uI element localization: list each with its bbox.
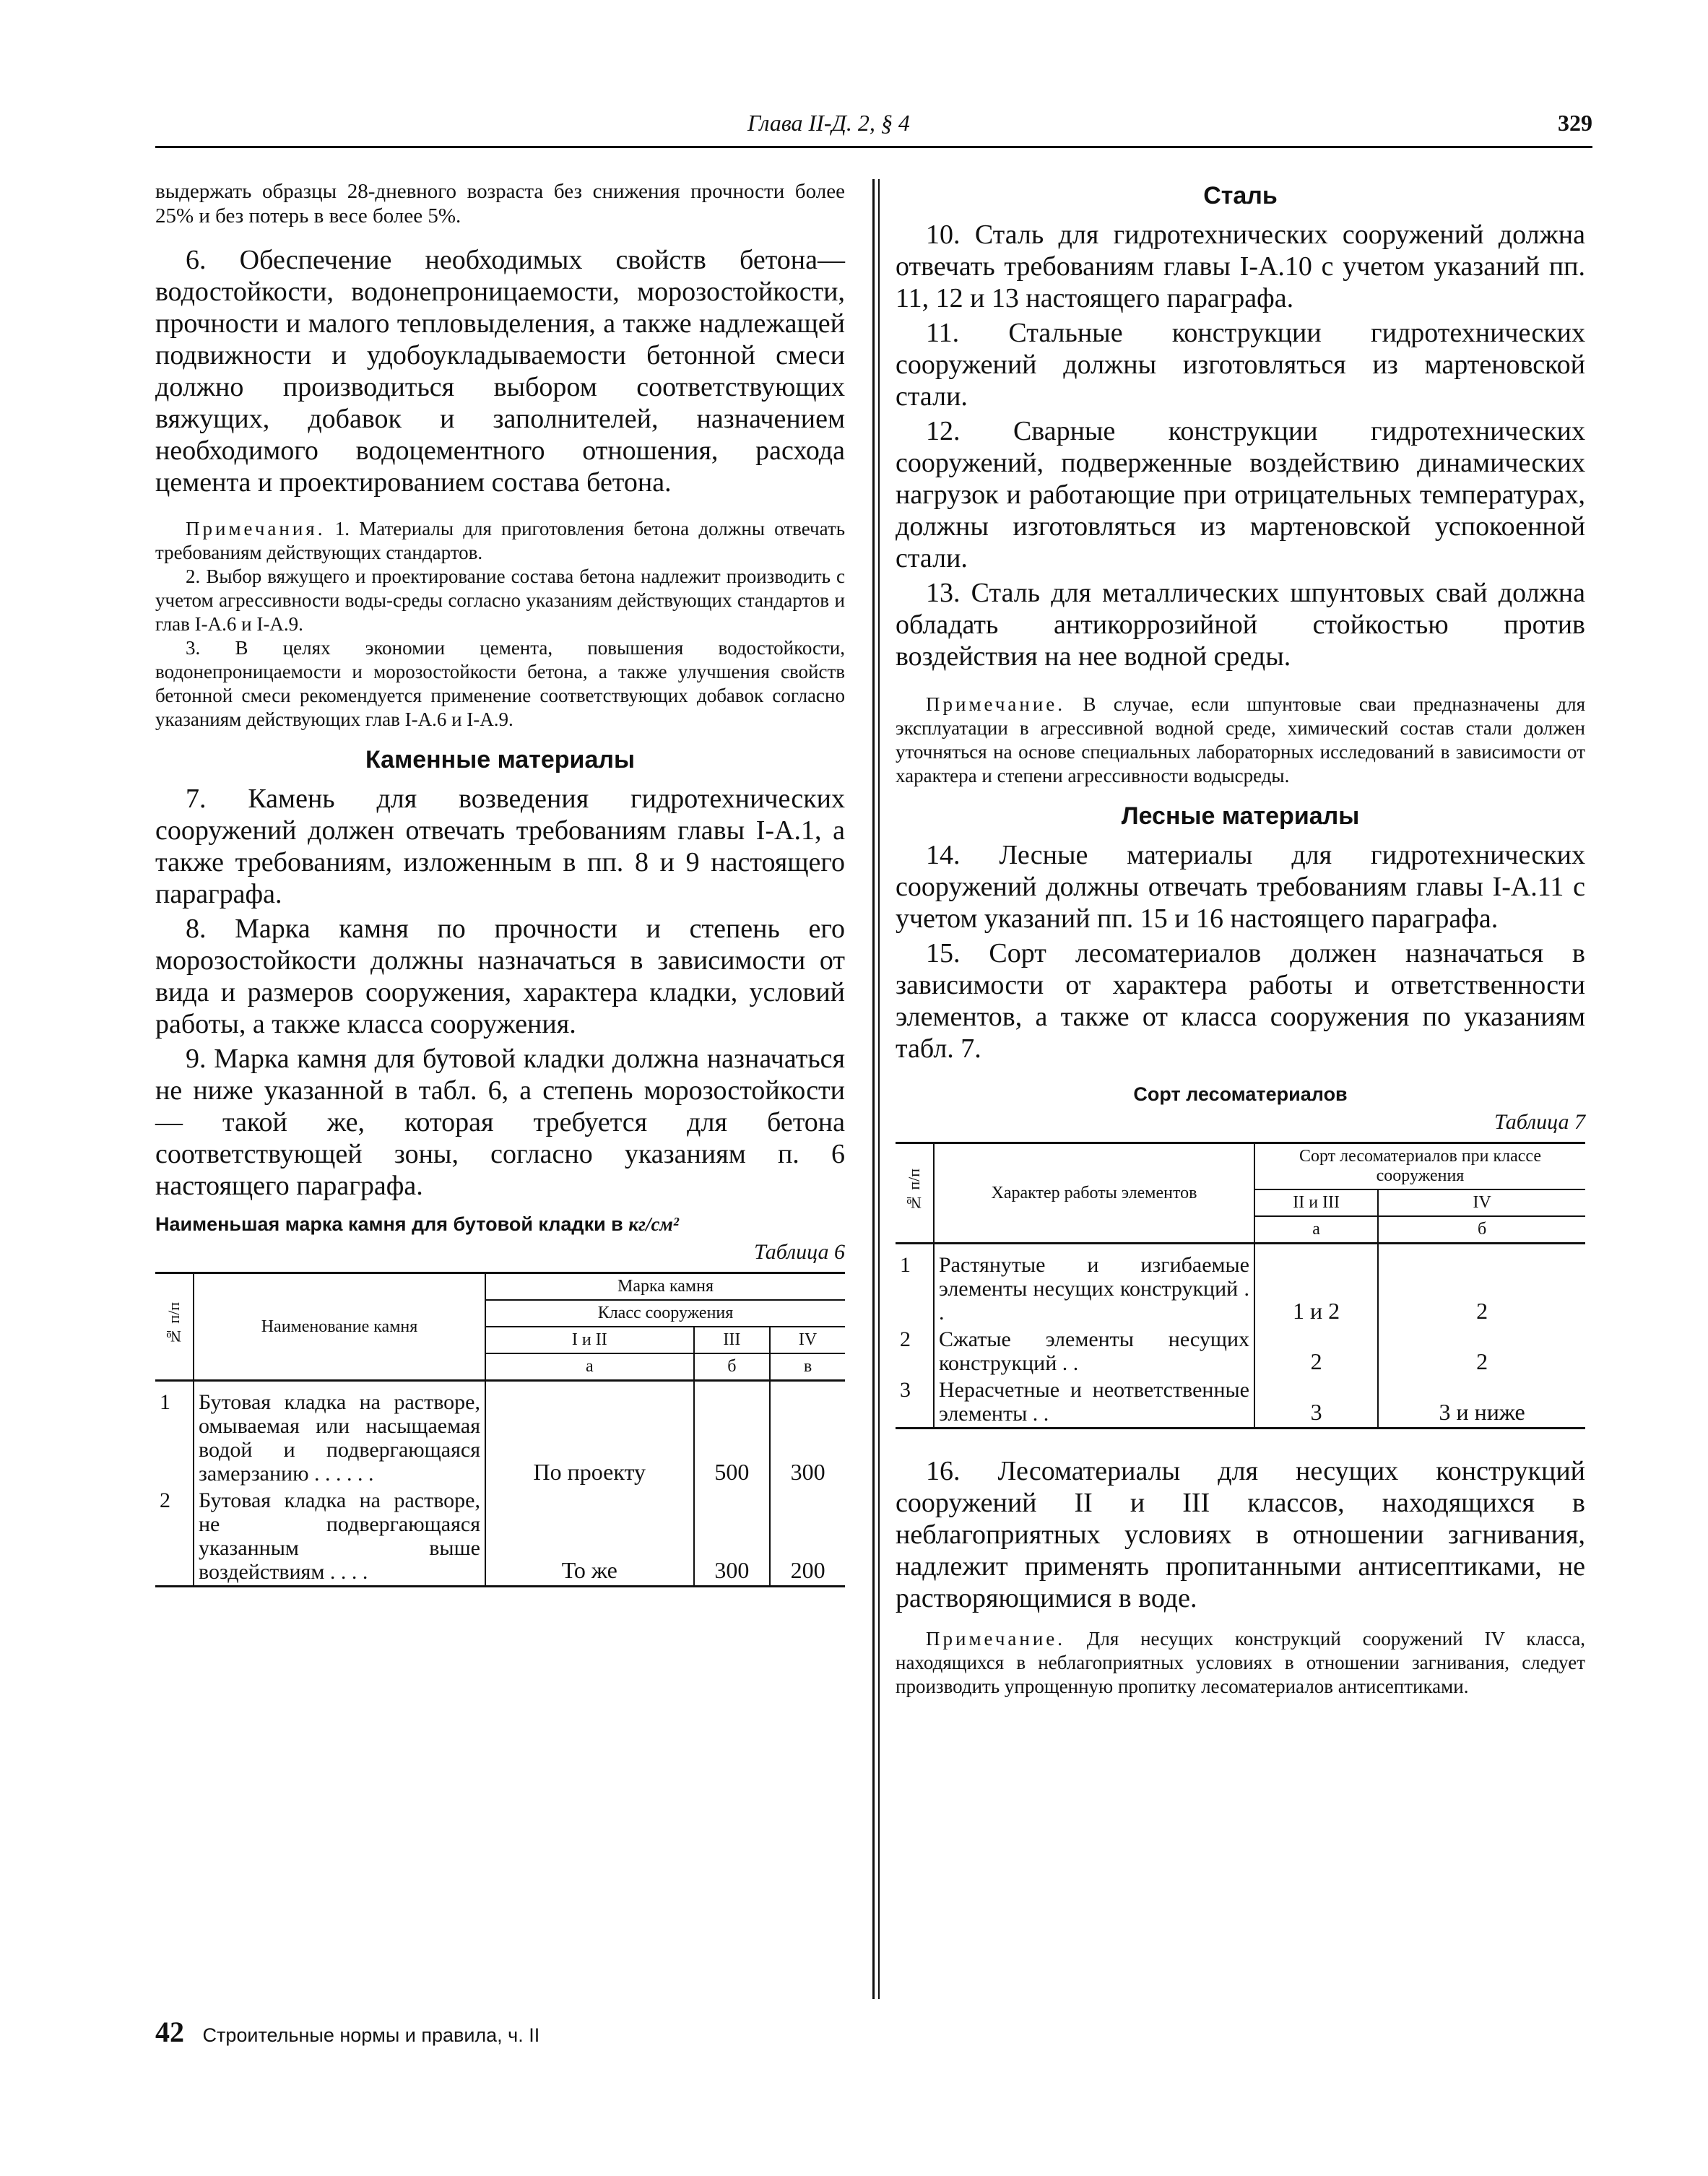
table7-header-num: № п/п xyxy=(896,1143,934,1244)
table7-row3-a: 3 xyxy=(1254,1377,1378,1429)
table-6 xyxy=(155,1272,845,1587)
paragraph-8: 8. Марка камня по прочности и степень его морозостойкости должны назначаться в зависимости от вида и размеров сооружения, характера кладки, условий работы, а также класса сооружения. xyxy=(155,914,845,1039)
table-row xyxy=(896,1252,1585,1326)
paragraph-16: 16. Лесоматериалы для несущих конструкций сооружений II и III классов, находящихся в неблагоприятных условиях в отношении загнивания, надлежит применять пропитанными антисептиками, не растворяющимися в воде. xyxy=(896,1456,1585,1613)
page-header xyxy=(155,107,1592,148)
table6-title xyxy=(155,1213,845,1236)
column-divider xyxy=(872,179,875,1999)
table-7 xyxy=(896,1142,1585,1429)
table6-row2-a: То же xyxy=(485,1487,694,1587)
table6-header-class: Класс сооружения xyxy=(485,1300,845,1327)
paragraph-10: 10. Сталь для гидротехнических сооружений должна отвечать требованиям главы I-А.10 с учетом указаний пп. 11, 12 и 13 настоящего параграфа. xyxy=(896,220,1585,313)
right-column xyxy=(896,179,1585,1699)
table6-row2-b: 300 xyxy=(694,1487,771,1587)
table6-row2-num: 2 xyxy=(155,1487,194,1587)
note-label-wood: Примечание. xyxy=(926,1628,1066,1650)
table6-header-mark: Марка камня xyxy=(485,1273,845,1301)
table7-header-c2: IV xyxy=(1378,1189,1585,1216)
left-column xyxy=(155,179,845,1587)
table7-header-name: Характер работы элементов xyxy=(934,1143,1254,1244)
note-wood xyxy=(896,1627,1585,1699)
footer-number: 42 xyxy=(155,2016,184,2048)
table6-header-c3: IV xyxy=(770,1327,845,1353)
table6-label: Таблица 6 xyxy=(754,1240,845,1264)
table6-header-b: б xyxy=(694,1353,771,1381)
paragraph-6: 6. Обеспечение необходимых свойств бетона— водостойкости, водонепроницаемости, морозостойкости, прочности и малого тепловыделения, а также надлежащей подвижности и удобоукладываемости бетонной смеси должно производиться выбором соответствующих вяжущих, добавок и заполнителей, назначением необходимого водоцементного отношения, расхода цемента и проектированием состава бетона. xyxy=(155,245,845,498)
table-row xyxy=(155,1389,845,1487)
table6-row1-num: 1 xyxy=(155,1389,194,1487)
table6-row1-name: Бутовая кладка на растворе, омываемая или насыщаемая водой и подвергающаяся замерзанию . . . . . . xyxy=(194,1389,485,1487)
page-number: 329 xyxy=(1558,110,1592,136)
table6-header-num: № п/п xyxy=(155,1273,194,1381)
notes-label: Примечания. xyxy=(186,518,326,539)
table6-title-text: Наименьшая марка камня для бутовой кладки в xyxy=(155,1213,623,1235)
table6-header-c1: I и II xyxy=(485,1327,694,1353)
footer-text: Строительные нормы и правила, ч. II xyxy=(202,2024,540,2046)
table7-header-sort: Сорт лесоматериалов при классе сооружения xyxy=(1254,1143,1585,1190)
table6-header-a: а xyxy=(485,1353,694,1381)
paragraph-14: 14. Лесные материалы для гидротехнических сооружений должны отвечать требованиям главы I-А.11 с учетом указаний пп. 15 и 16 настоящего параграфа. xyxy=(896,840,1585,934)
paragraph-9: 9. Марка камня для бутовой кладки должна назначаться не ниже указанной в табл. 6, а степень морозостойкости — такой же, которая требуется для бетона соответствующей зоны, согласно указаниям п. 6 настоящего параграфа. xyxy=(155,1044,845,1201)
paragraph-12: 12. Сварные конструкции гидротехнических сооружений, подверженные воздействию динамических нагрузок и работающие при отрицательных температурах, должны изготовляться из мартеновской успокоенной стали. xyxy=(896,416,1585,573)
table7-row2-num: 2 xyxy=(896,1326,934,1377)
table7-header-b: б xyxy=(1378,1216,1585,1244)
table7-row1-num: 1 xyxy=(896,1252,934,1326)
table7-row1-b: 2 xyxy=(1378,1252,1585,1326)
table-row xyxy=(896,1326,1585,1377)
table-row xyxy=(896,1377,1585,1429)
running-head: Глава II-Д. 2, § 4 xyxy=(747,110,910,136)
note-1 xyxy=(155,517,845,565)
note-steel-text: В случае, если шпунтовые сваи предназначены для эксплуатации в агрессивной водной среде, химический состав стали должен уточняться на основе специальных лабораторных исследований в зависимости от характера и степени агрессивности водысреды. xyxy=(896,693,1585,786)
table7-label: Таблица 7 xyxy=(1494,1110,1585,1134)
note-label-steel: Примечание. xyxy=(926,693,1066,715)
table7-header-c1: II и III xyxy=(1254,1189,1378,1216)
table7-row2-name: Сжатые элементы несущих конструкций . . xyxy=(934,1326,1254,1377)
page-footer xyxy=(155,2015,539,2049)
table6-unit: кг/см² xyxy=(628,1213,680,1235)
table7-header-a: а xyxy=(1254,1216,1378,1244)
heading-steel: Сталь xyxy=(1203,182,1278,209)
paragraph-7: 7. Камень для возведения гидротехнических сооружений должен отвечать требованиям главы I-А.1, а также требованиям, изложенным в пп. 8 и 9 настоящего параграфа. xyxy=(155,784,845,909)
table6-header-name: Наименование камня xyxy=(194,1273,485,1381)
table6-row2-name: Бутовая кладка на растворе, не подвергающаяся указанным выше воздействиям . . . . xyxy=(194,1487,485,1587)
table7-row3-b: 3 и ниже xyxy=(1378,1377,1585,1429)
table7-row2-a: 2 xyxy=(1254,1326,1378,1377)
table7-row1-name: Растянутые и изгибаемые элементы несущих конструкций . . xyxy=(934,1252,1254,1326)
note-1-text: 1. Материалы для приготовления бетона должны отвечать требованиям действующих стандартов. xyxy=(155,518,846,563)
table7-row1-a: 1 и 2 xyxy=(1254,1252,1378,1326)
note-wood-text: Для несущих конструкций сооружений IV класса, находящихся в неблагоприятных условиях в отношении загнивания, следует производить упрощенную пропитку лесоматериалов антисептиками. xyxy=(896,1628,1585,1697)
table7-row3-name: Нерасчетные и неответственные элементы . . xyxy=(934,1377,1254,1429)
intro-text: выдержать образцы 28-дневного возраста без снижения прочности более 25% и без потерь в весе более 5%. xyxy=(155,180,845,227)
paragraph-15: 15. Сорт лесоматериалов должен назначаться в зависимости от характера работы и ответственности элементов, а также от класса сооружения по указаниям табл. 7. xyxy=(896,938,1585,1064)
paragraph-13: 13. Сталь для металлических шпунтовых свай должна обладать антикоррозийной стойкостью против воздействия на нее водной среды. xyxy=(896,578,1585,672)
table7-title: Сорт лесоматериалов xyxy=(1133,1083,1348,1105)
table-row xyxy=(155,1487,845,1587)
heading-stone: Каменные материалы xyxy=(365,746,635,773)
heading-wood: Лесные материалы xyxy=(1121,802,1360,830)
note-3: 3. В целях экономии цемента, повышения водостойкости, водонепроницаемости и морозостойкости бетона, а также улучшения свойств бетонной смеси рекомендуется применение соответствующих добавок согласно указаниям действующих глав I-А.6 и I-А.9. xyxy=(155,637,845,730)
table6-header-c2: III xyxy=(694,1327,771,1353)
note-steel xyxy=(896,693,1585,788)
table6-row1-a: По проекту xyxy=(485,1389,694,1487)
table6-row1-c: 300 xyxy=(770,1389,845,1487)
table7-row3-num: 3 xyxy=(896,1377,934,1429)
table7-row2-b: 2 xyxy=(1378,1326,1585,1377)
note-2: 2. Выбор вяжущего и проектирование состава бетона надлежит производить с учетом агрессивности воды-среды согласно указаниям действующих стандартов и глав I-А.6 и I-А.9. xyxy=(155,565,845,635)
paragraph-11: 11. Стальные конструкции гидротехнических сооружений должны изготовляться из мартеновской стали. xyxy=(896,318,1585,412)
table6-row2-c: 200 xyxy=(770,1487,845,1587)
column-divider-inner xyxy=(878,179,880,1999)
table6-row1-b: 500 xyxy=(694,1389,771,1487)
table6-header-v: в xyxy=(770,1353,845,1381)
